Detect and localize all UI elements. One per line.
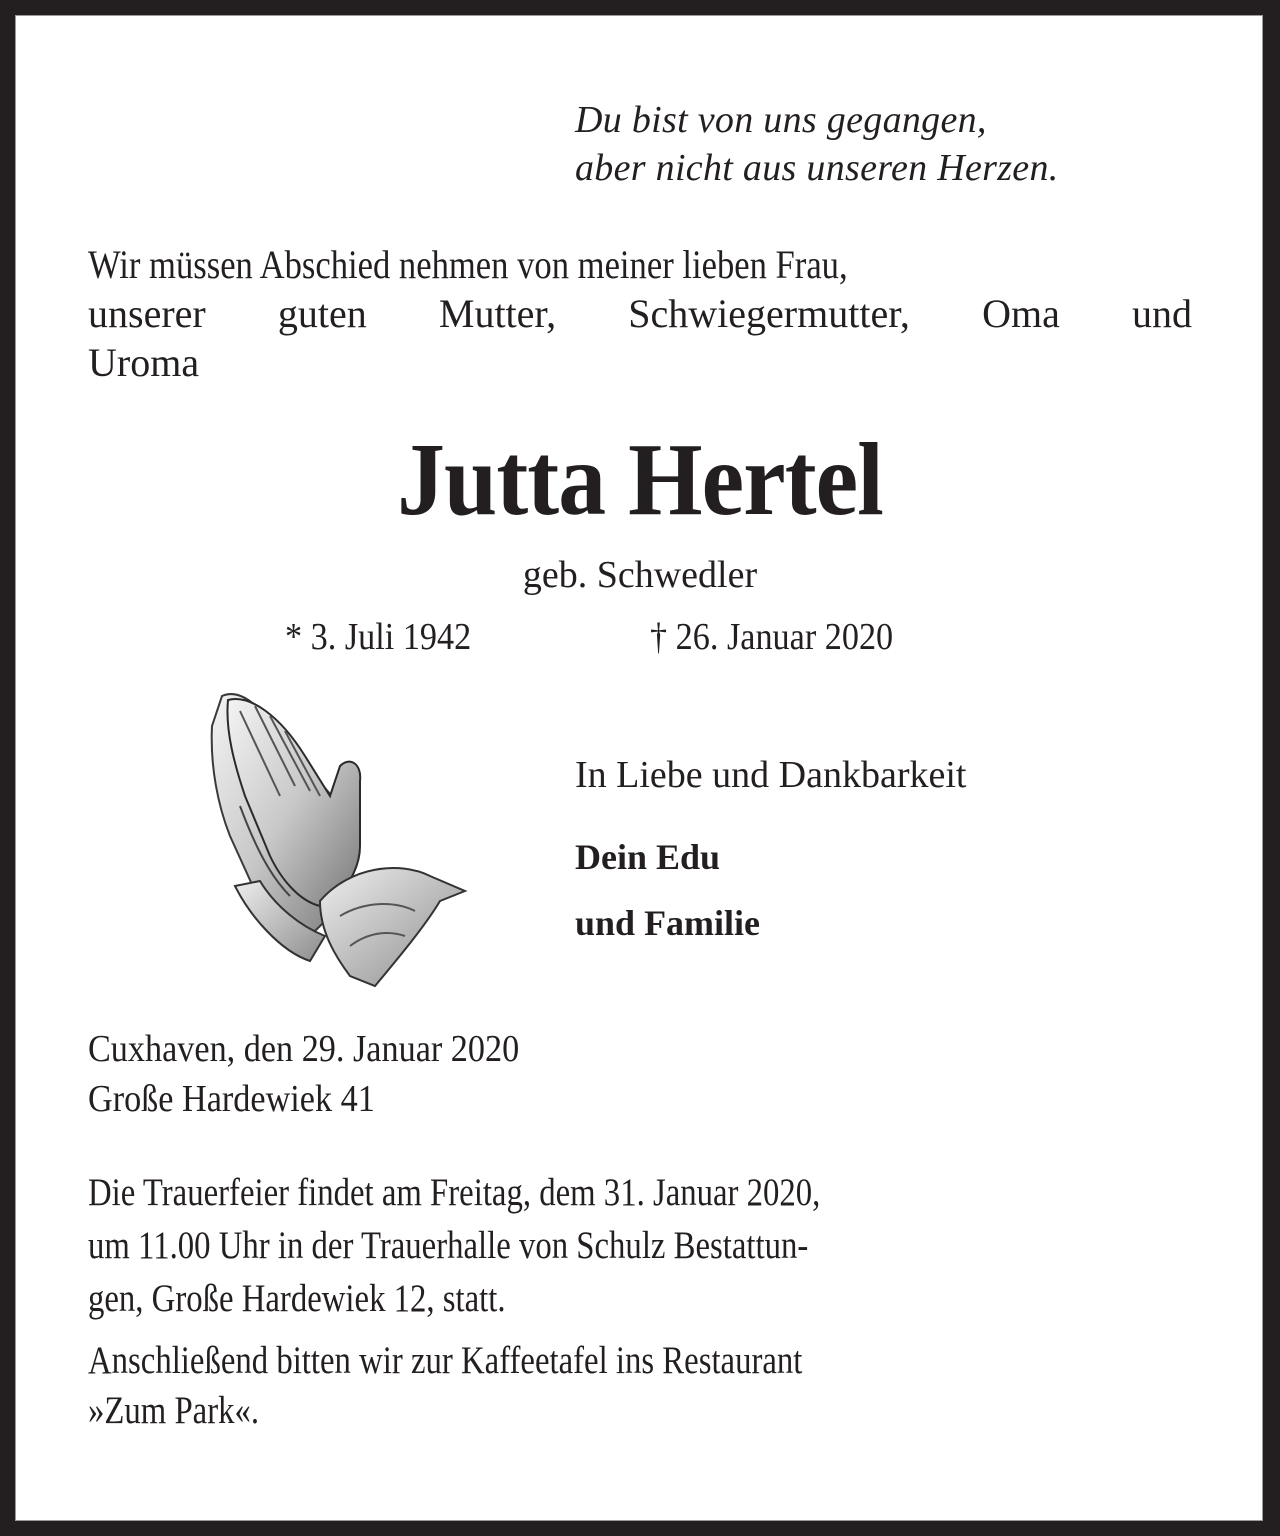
- signer-line-2: und Familie: [575, 903, 761, 943]
- birth-date: [285, 614, 492, 660]
- intro-word: Mutter,: [438, 291, 557, 336]
- intro-line-1-text: Wir müssen Abschied nehmen von meiner lieben Frau,: [88, 242, 848, 287]
- reception-line-2-text: »Zum Park«.: [88, 1389, 260, 1432]
- funeral-line-1-text: Die Trauerfeier findet am Freitag, dem 31. Januar 2020,: [88, 1171, 821, 1214]
- place-date: [88, 1024, 567, 1074]
- death-date-text: † 26. Januar 2020: [650, 616, 894, 658]
- maiden-name: geb. Schwedler: [522, 554, 758, 596]
- birth-date-text: * 3. Juli 1942: [285, 616, 472, 658]
- reception-line-1: [88, 1336, 938, 1386]
- funeral-line-2: [88, 1219, 960, 1272]
- motto-line-1: Du bist von uns gegangen,: [575, 99, 987, 141]
- intro-paragraph: [88, 240, 1192, 387]
- reception-line-1-text: Anschließend bitten wir zur Kaffeetafel ins Restaurant: [88, 1339, 803, 1382]
- intro-word: Schwiegermutter,: [628, 291, 910, 336]
- intro-word: Oma: [982, 291, 1060, 336]
- motto-quote: [575, 96, 1059, 192]
- reception-line-2: [88, 1386, 938, 1436]
- death-date: [650, 614, 920, 660]
- reception-info: [88, 1336, 938, 1436]
- motto-line-2: aber nicht aus unseren Herzen.: [575, 147, 1059, 189]
- funeral-line-3: [88, 1272, 960, 1325]
- intro-word: und: [1131, 291, 1192, 336]
- intro-line-1: [88, 240, 1192, 289]
- funeral-line-2-text: um 11.00 Uhr in der Trauerhalle von Schulz Bestattun-: [88, 1224, 809, 1267]
- praying-hands-icon: [200, 686, 480, 996]
- funeral-line-3-text: gen, Große Hardewiek 12, statt.: [88, 1277, 506, 1320]
- signer-line-1: Dein Edu: [575, 837, 721, 877]
- address-text: Große Hardewiek 41: [88, 1078, 375, 1120]
- intro-line-2: [88, 289, 1192, 338]
- deceased-name-text: Jutta Hertel: [397, 422, 883, 537]
- deceased-name: [0, 420, 1280, 540]
- place-date-text: Cuxhaven, den 29. Januar 2020: [88, 1028, 520, 1070]
- intro-word: guten: [277, 291, 367, 336]
- intro-line-3: Uroma: [88, 340, 200, 385]
- funeral-line-1: [88, 1166, 960, 1219]
- closing-phrase: In Liebe und Dankbarkeit: [575, 754, 967, 796]
- funeral-info: [88, 1166, 960, 1325]
- intro-word: unserer: [88, 291, 206, 336]
- address: [88, 1074, 407, 1124]
